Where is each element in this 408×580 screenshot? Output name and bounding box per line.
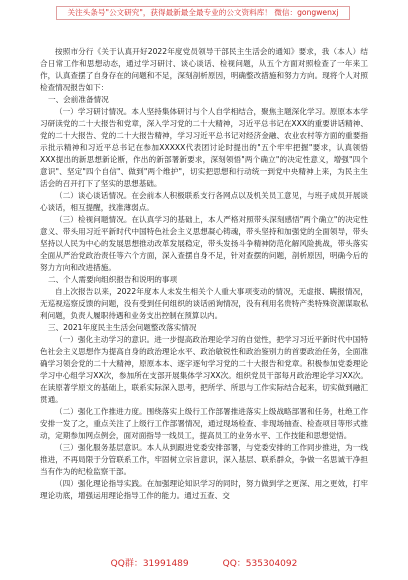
body-paragraph: （二）强化工作推进力度。围绕落实上级行工作部署推进落实上级战略部署和任务，杜绝工作安排一发了之，重点关注了上级行工作部署情况，通过现场检查、非现场抽查、检查项目等形式推动，定期参加网点例会，面对面指导一线员工，提高员工的业务水平、工作技能和思想觉悟。 — [40, 407, 368, 440]
body-paragraph: （二）谈心谈话情况。在会前本人积极联系支行各网点以及机关员工意见，与班子成员开展谈心谈话，相互提醒，找准薄弱点。 — [40, 191, 368, 212]
qq-number-text: QQ：535304092 — [222, 559, 298, 569]
body-paragraph: 自上次报告以来，2022年度本人未发生相关个人重大事项变动的情况，无虚报、瞒报情况，无巡视巡察反馈的问题，没有受到任何组织的谈话函询情况，没有利用名贵特产类特殊资源谋取私利问题，负责人履职待遇和业务支出控制在预算以内。 — [40, 287, 368, 320]
contact-footer — [0, 556, 408, 572]
qq-group-text: QQ群：31991489 — [110, 559, 189, 569]
intro-paragraph: 按照市分行《关于认真开好2022年度党员领导干部民主生活会的通知》要求，我（本人）结合日常工作和思想动态，通过学习研讨、谈心谈话、检视问题，从五个方面对照检查了一年来工作，认真查摆了自身存在的问题和不足，深刻剖析原因，明确整改措施和努力方向。现将个人对照检查情况报告如下： — [40, 47, 368, 92]
section-heading-2: 二、个人需要向组织报告和说明的事项 — [48, 275, 178, 284]
document-body — [40, 46, 368, 502]
body-paragraph: （一）强化主动学习的意识。进一步提高政治理论学习的自觉性，把学习习近平新时代中国特色社会主义思想作为提高自身的政治理论水平、政治敏锐性和政治鉴别力的首要政治任务，全面准确学习领会党的二十大精神，原原本本、逐字逐句学习党的二十大报告和党章。积极参加党委理论学习中心组学习XX次，参加所在支部开展集体学习XX次。组织党员干部每月政治理论学习XX次。在读原著学原文的基础上，联系实际深入思考，把所学、所思与工作实际结合起来，切实做到融汇贯通。 — [40, 335, 368, 404]
body-paragraph: （三）检视问题情况。在认真学习的基础上，本人严格对照带头深刻感悟"两个确立"的决定性意义、带头用习近平新时代中国特色社会主义思想凝心铸魂，带头坚持和加强党的全面领导，带头坚持以人民为中心的发展思想推动改革发展稳定，带头发扬斗争精神防范化解风险挑战，带头落实全面从严治党政治责任等六个方面，深入查摆自身不足，针对查摆的问题，剖析原因，明确今后的努力方向和改进措施。 — [40, 215, 368, 272]
body-paragraph: （三）强化服务基层意识。本人从到跟进党委安排部署，与党委安排的工作同步推进，为一线推进，不再局限于分管联系工作，牢固树立宗旨意识，深入基层、联系群众，争做一名思诚干净担当有作为的纪检监察干部。 — [40, 443, 368, 476]
body-paragraph: （一）学习研讨情况。本人坚持集体研讨与个人自学相结合，聚焦主题深化学习。原原本本学习研读党的二十大报告和党章，深入学习党的二十大精神，习近平总书记在XXX的重要讲话精神、党的二十大报告、党的二十大报告精神，学习习近平总书记对经济金融、农业农村等方面的重要指示批示精神和习近平总书记在参加XXXXX代表团讨论时提出的"五个牢牢把握"要求，认真领悟XXX提出的新思想新论断，作出的新部署新要求，深刻领悟"两个确立"的决定性意义，增强"四个意识"、坚定"四个自信"、做到"两个维护"，切实把思想和行动统一到党中央精神上来，为民主生活会的召开打下了坚实的思想基础。 — [40, 107, 368, 188]
promo-banner: 关注头条号"公文研究"，获得最新最全最专业的公文资料库！ 微信：gongwenxj — [56, 6, 350, 20]
body-paragraph: （四）强化理论指导实践。在加强理论知识学习的同时，努力做到学之更深、用之更效，打牢理论功底，增强运用理论指导工作的能力。通过五查、交 — [40, 479, 368, 500]
section-heading-1: 一、会前准备情况 — [48, 95, 109, 104]
section-heading-3: 三、2021年度民主生活会问题整改落实情况 — [48, 323, 197, 332]
